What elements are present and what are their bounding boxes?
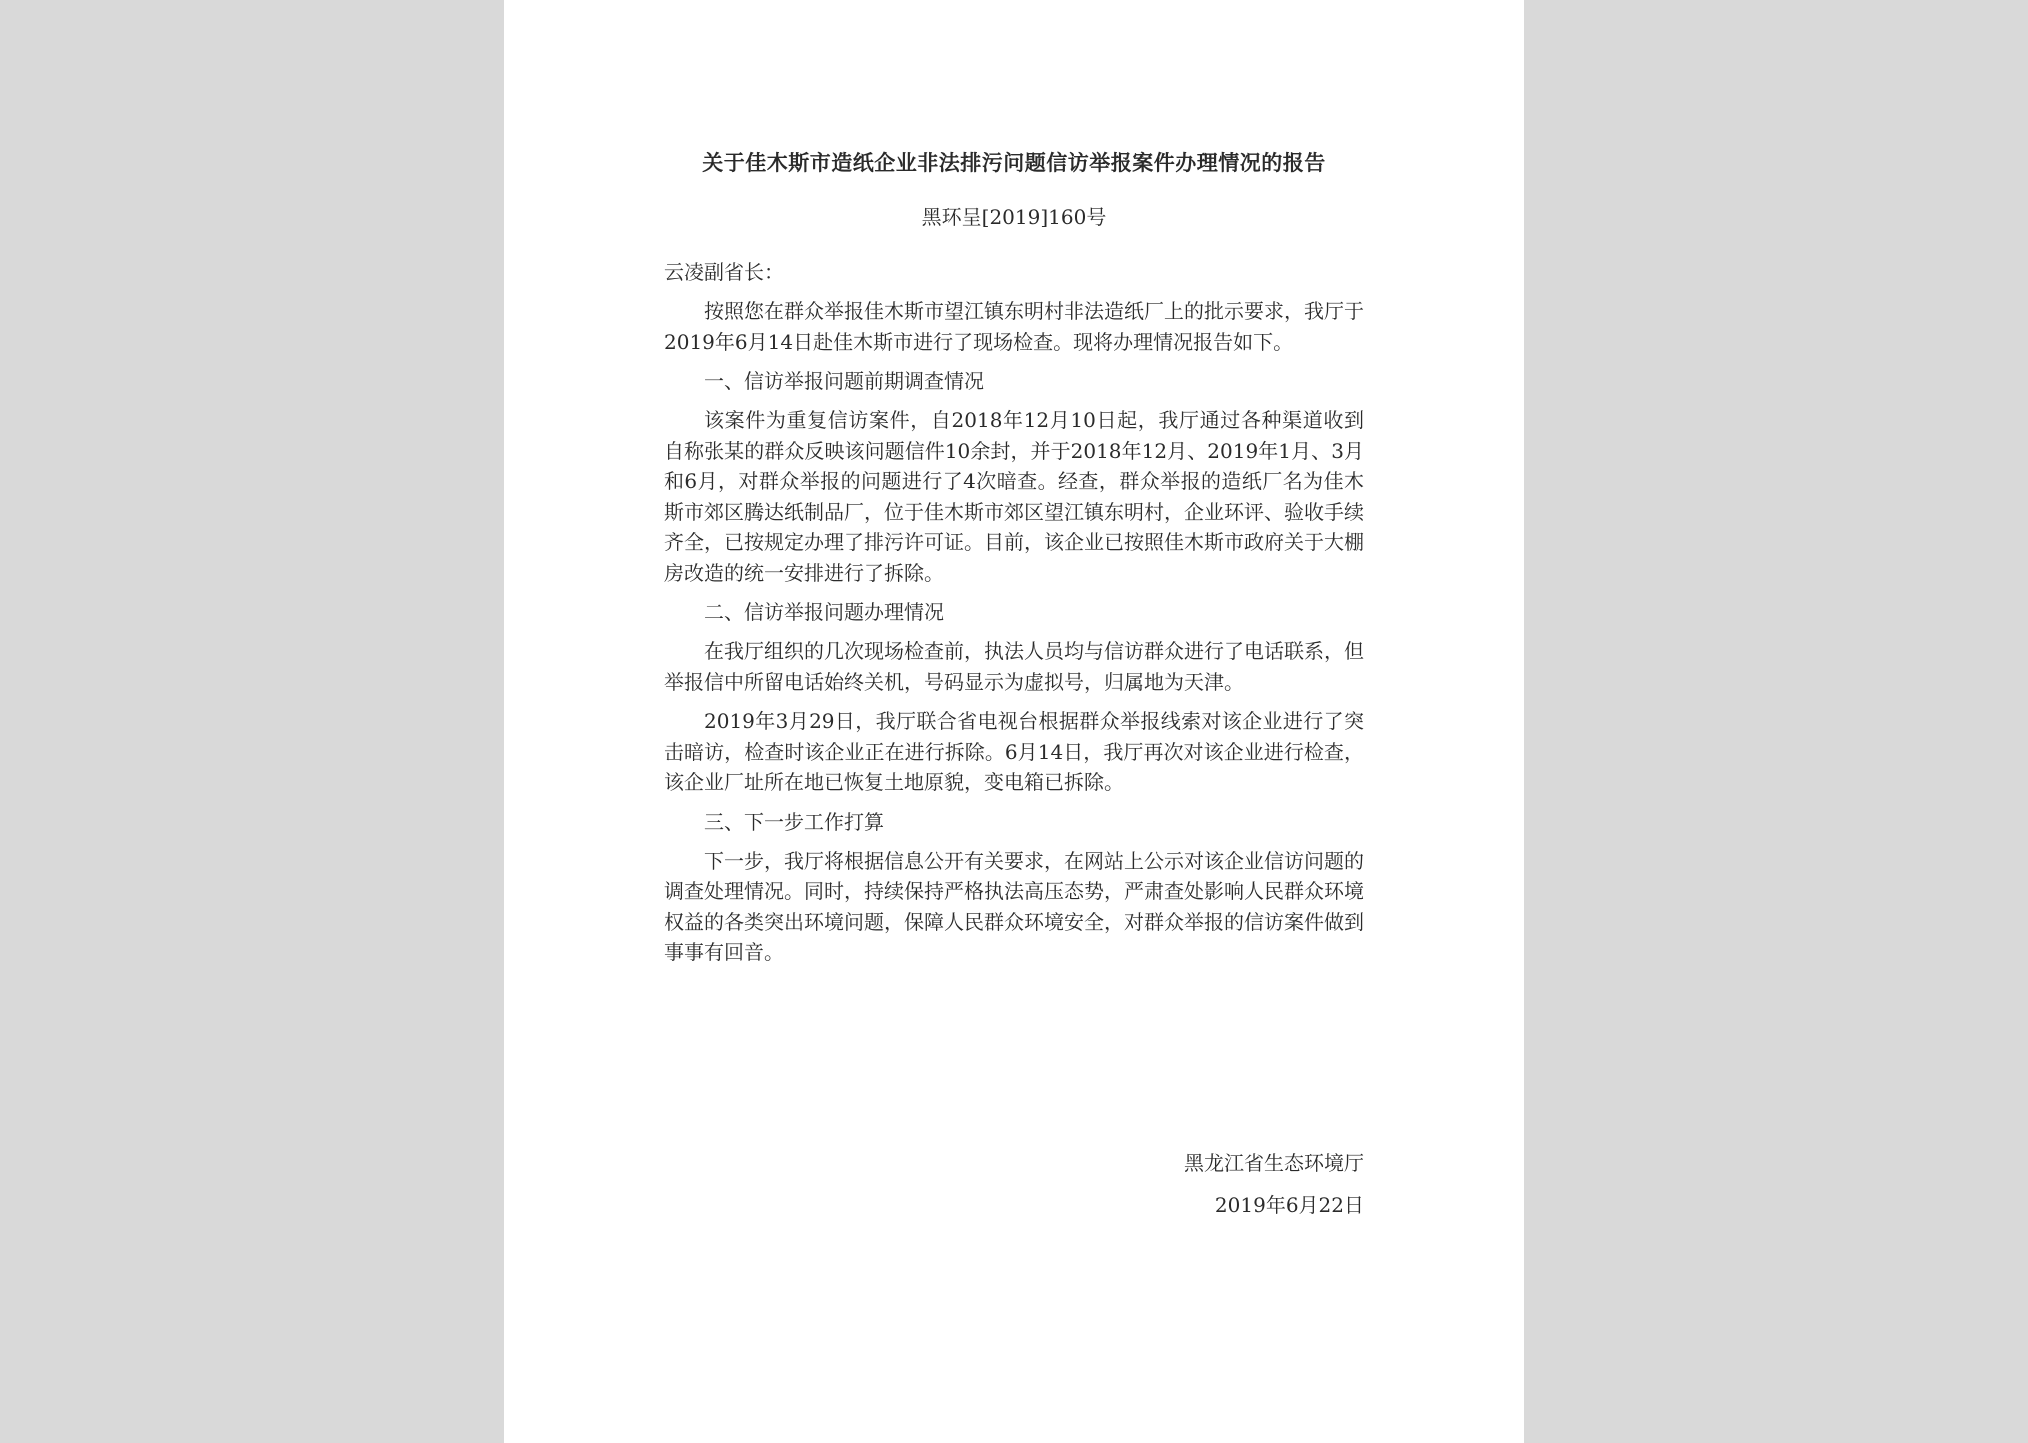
document-number: 黑环呈[2019]160号 (921, 205, 1107, 229)
section-3-heading: 三、下一步工作打算 (704, 809, 884, 834)
section-2-paragraph-1: 在我厅组织的几次现场检查前，执法人员均与信访群众进行了电话联系，但举报信中所留电话始终关机，号码显示为虚拟号，归属地为天津。 (664, 639, 1364, 694)
document-page (504, 0, 1524, 1443)
section-2-heading: 二、信访举报问题办理情况 (704, 600, 944, 624)
section-1-paragraph-1: 该案件为重复信访案件，自2018年12月10日起，我厅通过各种渠道收到自称张某的群众反映该问题信件10余封，并于2018年12月、2019年1月、3月和6月，对群众举报的问题进行了4次暗查。经查，群众举报的造纸厂名为佳木斯市郊区腾达纸制品厂，位于佳木斯市郊区望江镇东明村，企业环评、验收手续齐全，已按规定办理了排污许可证。目前，该企业已按照佳木斯市政府关于大棚房改造的统一安排进行了拆除。 (664, 408, 1364, 585)
intro-paragraph: 按照您在群众举报佳木斯市望江镇东明村非法造纸厂上的批示要求，我厅于2019年6月14日赴佳木斯市进行了现场检查。现将办理情况报告如下。 (664, 299, 1364, 354)
salutation: 云凌副省长： (664, 260, 784, 284)
signature-date: 2019年6月22日 (1214, 1193, 1364, 1217)
section-1-heading: 一、信访举报问题前期调查情况 (704, 369, 984, 393)
signature-organization: 黑龙江省生态环境厅 (1184, 1151, 1364, 1175)
section-3-paragraph-1: 下一步，我厅将根据信息公开有关要求，在网站上公示对该企业信访问题的调查处理情况。同时，持续保持严格执法高压态势，严肃查处影响人民群众环境权益的各类突出环境问题，保障人民群众环境安全，对群众举报的信访案件做到事事有回音。 (664, 848, 1364, 964)
document-title: 关于佳木斯市造纸企业非法排污问题信访举报案件办理情况的报告 (702, 150, 1326, 175)
section-2-paragraph-2: 2019年3月29日，我厅联合省电视台根据群众举报线索对该企业进行了突击暗访，检查时该企业正在进行拆除。6月14日，我厅再次对该企业进行检查，该企业厂址所在地已恢复土地原貌，变电箱已拆除。 (664, 709, 1364, 794)
document-body (664, 148, 1364, 968)
